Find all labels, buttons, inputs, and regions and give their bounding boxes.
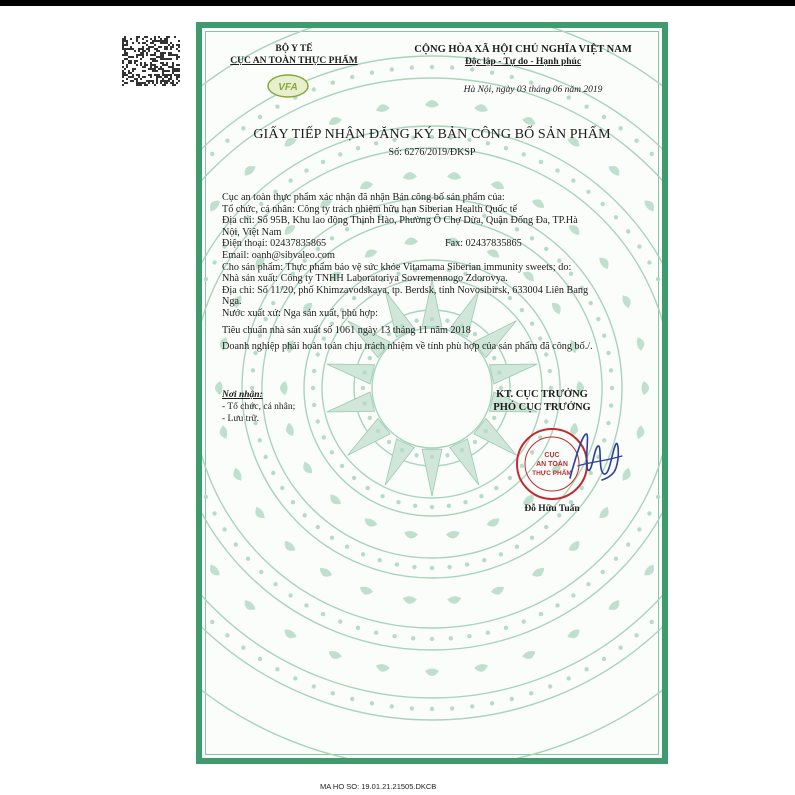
certificate-document — [196, 22, 668, 764]
email-line: Email: oanh@sibvaleo.com — [222, 249, 335, 261]
origin-line: Nước xuất xứ: Nga sản xuất, phù hợp: — [222, 307, 378, 319]
vfa-logo — [266, 73, 310, 99]
signer-role-1: KT. CỤC TRƯỞNG — [496, 389, 588, 400]
stamp-text-1: CỤC — [544, 452, 560, 459]
document-body — [222, 192, 652, 353]
ministry-name: BỘ Y TẾ — [275, 44, 313, 54]
organization-line: Tổ chức, cá nhân: Công ty trách nhiệm hữu hạn Siberian Health Quốc tế — [222, 203, 518, 215]
handwritten-signature — [532, 426, 632, 492]
recipients-heading: Nơi nhận: — [222, 390, 263, 400]
intro-line: Cục an toàn thực phẩm xác nhận đã nhận Bản công bố sản phẩm của: — [222, 192, 505, 203]
issue-date: Hà Nội, ngày 03 tháng 06 năm 2019 — [463, 85, 603, 95]
country-name: CỘNG HÒA XÃ HỘI CHỦ NGHĨA VIỆT NAM — [414, 44, 632, 55]
recipient-item-2: - Lưu trữ. — [222, 414, 259, 424]
address-line-1: Địa chỉ: Số 95B, Khu lao động Thịnh Hào, Phường Ô Chợ Dừa, Quận Đống Đa, TP.Hà — [222, 215, 578, 227]
dossier-code: MA HO SO: 19.01.21.21505.DKCB — [320, 782, 437, 791]
manufacturer-line: Nhà sản xuất: Công ty TNHH Laboratoriya Sovremennogo Zdorovya. — [222, 273, 508, 285]
stamp-text-3: THỰC PHẨM — [532, 470, 572, 477]
standard-line: Tiêu chuẩn nhà sản xuất số 1061 ngày 13 tháng 11 năm 2018 — [222, 324, 471, 336]
phone-fax-row — [222, 238, 652, 250]
qr-code-image — [122, 36, 180, 86]
address-line-2: Nội, Việt Nam — [222, 226, 282, 238]
logo-lettering: VFA — [278, 82, 298, 93]
responsibility-line: Doanh nghiệp phải hoàn toàn chịu trách nhiệm về tính phù hợp của sản phẩm đã công bố./. — [222, 341, 593, 353]
top-black-bar — [0, 0, 795, 6]
fax-line: Fax: 02437835865 — [445, 238, 522, 250]
department-name: CỤC AN TOÀN THỰC PHẨM — [230, 56, 358, 66]
manufacturer-address-line-2: Nga. — [222, 296, 242, 308]
signer-name: Đỗ Hữu Tuấn — [524, 504, 580, 514]
national-motto: Độc lập - Tự do - Hạnh phúc — [464, 57, 582, 67]
phone-line: Điện thoại: 02437835865 — [222, 238, 327, 250]
document-number: Số: 6276/2019/ĐKSP — [388, 147, 476, 158]
product-line: Cho sản phẩm: Thực phẩm bảo vệ sức khỏe Vitamama Siberian immunity sweets; do: — [222, 261, 572, 273]
signer-role-2: PHÓ CỤC TRƯỞNG — [493, 402, 591, 413]
document-title: GIẤY TIẾP NHẬN ĐĂNG KÝ BẢN CÔNG BỐ SẢN PHẨM — [253, 127, 611, 142]
stamp-text-2: AN TOÀN — [536, 461, 568, 468]
recipient-item-1: - Tổ chức, cá nhân; — [222, 402, 296, 412]
manufacturer-address-line-1: Địa chỉ: Số 11/20, phố Khimzavodskaya, tp. Berdsk, tỉnh Novosibirsk, 633004 Liên Bang — [222, 284, 589, 296]
